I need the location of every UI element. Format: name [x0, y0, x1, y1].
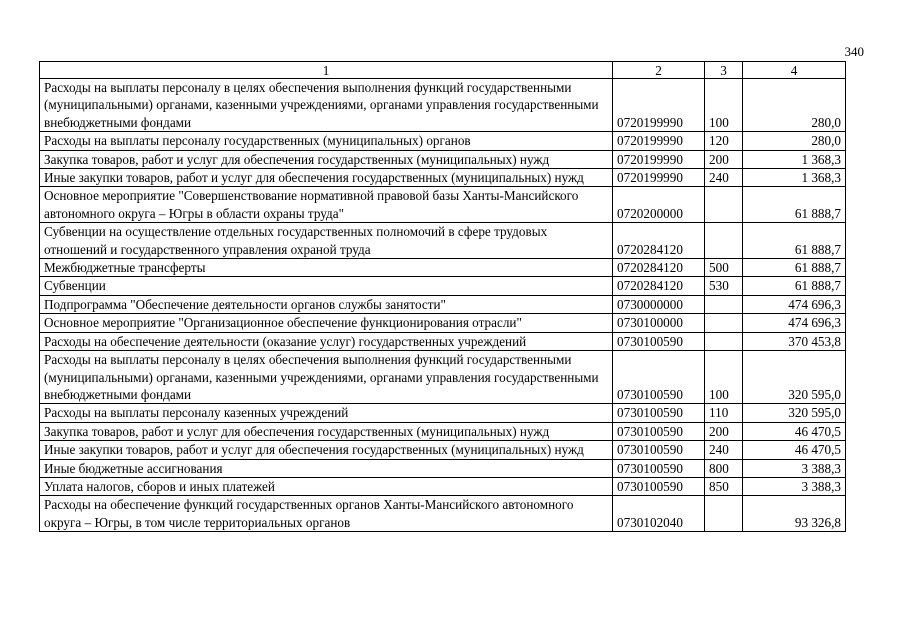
table-row: [40, 150, 846, 168]
row-amount-cell: 93 326,8: [743, 496, 846, 532]
row-type-cell: 200: [705, 422, 743, 440]
table-row: [40, 496, 846, 532]
row-type-cell: 530: [705, 277, 743, 295]
row-amount-cell: 1 368,3: [743, 150, 846, 168]
row-name-cell: Расходы на выплаты персоналу в целях обеспечения выполнения функций государственными (муниципальными) органами, казенными учреждениями, органами управления государственными внебюджетными фондами: [40, 79, 613, 132]
row-code-cell: 0720200000: [613, 187, 705, 223]
row-code-cell: 0730100590: [613, 459, 705, 477]
row-code-cell: 0730100590: [613, 351, 705, 404]
table-row: [40, 477, 846, 495]
row-name-cell: Закупка товаров, работ и услуг для обеспечения государственных (муниципальных) нужд: [40, 150, 613, 168]
row-name-cell: Иные закупки товаров, работ и услуг для обеспечения государственных (муниципальных) нужд: [40, 169, 613, 187]
table-row: [40, 132, 846, 150]
row-code-cell: 0730100590: [613, 332, 705, 350]
row-code-cell: 0730100590: [613, 441, 705, 459]
row-amount-cell: 474 696,3: [743, 295, 846, 313]
row-amount-cell: 320 595,0: [743, 351, 846, 404]
row-amount-cell: 370 453,8: [743, 332, 846, 350]
row-name-cell: Подпрограмма "Обеспечение деятельности органов службы занятости": [40, 295, 613, 313]
row-name-cell: Расходы на обеспечение функций государственных органов Ханты-Мансийского автономного округа – Югры, в том числе территориальных органов: [40, 496, 613, 532]
row-type-cell: 120: [705, 132, 743, 150]
row-code-cell: 0730100590: [613, 422, 705, 440]
row-type-cell: 240: [705, 441, 743, 459]
row-amount-cell: 280,0: [743, 79, 846, 132]
row-type-cell: [705, 223, 743, 259]
table-row: [40, 441, 846, 459]
row-name-cell: Уплата налогов, сборов и иных платежей: [40, 477, 613, 495]
row-code-cell: 0730100590: [613, 404, 705, 422]
row-name-cell: Основное мероприятие "Совершенствование нормативной правовой базы Ханты-Мансийского автономного округа – Югры в области охраны труда": [40, 187, 613, 223]
row-amount-cell: 3 388,3: [743, 477, 846, 495]
row-name-cell: Расходы на обеспечение деятельности (оказание услуг) государственных учреждений: [40, 332, 613, 350]
row-code-cell: 0720284120: [613, 259, 705, 277]
row-name-cell: Расходы на выплаты персоналу казенных учреждений: [40, 404, 613, 422]
table-row: [40, 277, 846, 295]
budget-table: [39, 61, 846, 532]
row-amount-cell: 46 470,5: [743, 422, 846, 440]
row-code-cell: 0730102040: [613, 496, 705, 532]
column-header-amount: 4: [743, 62, 846, 79]
row-code-cell: 0720284120: [613, 277, 705, 295]
row-type-cell: [705, 332, 743, 350]
table-row: [40, 422, 846, 440]
row-type-cell: [705, 314, 743, 332]
row-type-cell: [705, 295, 743, 313]
column-header-code: 2: [613, 62, 705, 79]
row-code-cell: 0720199990: [613, 169, 705, 187]
row-name-cell: Расходы на выплаты персоналу в целях обеспечения выполнения функций государственными (муниципальными) органами, казенными учреждениями, органами управления государственными внебюджетными фондами: [40, 351, 613, 404]
row-name-cell: Межбюджетные трансферты: [40, 259, 613, 277]
row-amount-cell: 61 888,7: [743, 223, 846, 259]
row-type-cell: 240: [705, 169, 743, 187]
table-row: [40, 223, 846, 259]
row-name-cell: Субвенции на осуществление отдельных государственных полномочий в сфере трудовых отношений и государственного управления охраной труда: [40, 223, 613, 259]
row-type-cell: 100: [705, 79, 743, 132]
row-amount-cell: 280,0: [743, 132, 846, 150]
row-amount-cell: 320 595,0: [743, 404, 846, 422]
table-row: [40, 79, 846, 132]
row-code-cell: 0730100590: [613, 477, 705, 495]
table-row: [40, 259, 846, 277]
row-type-cell: 110: [705, 404, 743, 422]
row-amount-cell: 61 888,7: [743, 259, 846, 277]
row-type-cell: 200: [705, 150, 743, 168]
table-row: [40, 332, 846, 350]
row-name-cell: Иные бюджетные ассигнования: [40, 459, 613, 477]
row-type-cell: 500: [705, 259, 743, 277]
row-amount-cell: 3 388,3: [743, 459, 846, 477]
table-row: [40, 351, 846, 404]
row-code-cell: 0720199990: [613, 132, 705, 150]
row-code-cell: 0720284120: [613, 223, 705, 259]
row-amount-cell: 1 368,3: [743, 169, 846, 187]
row-name-cell: Иные закупки товаров, работ и услуг для обеспечения государственных (муниципальных) нужд: [40, 441, 613, 459]
row-type-cell: 850: [705, 477, 743, 495]
row-name-cell: Закупка товаров, работ и услуг для обеспечения государственных (муниципальных) нужд: [40, 422, 613, 440]
table-row: [40, 459, 846, 477]
row-name-cell: Расходы на выплаты персоналу государственных (муниципальных) органов: [40, 132, 613, 150]
column-header-name: 1: [40, 62, 613, 79]
row-code-cell: 0730100000: [613, 314, 705, 332]
page-number: 340: [844, 44, 864, 59]
row-name-cell: Основное мероприятие "Организационное обеспечение функционирования отрасли": [40, 314, 613, 332]
row-code-cell: 0730000000: [613, 295, 705, 313]
table-row: [40, 169, 846, 187]
row-name-cell: Субвенции: [40, 277, 613, 295]
row-type-cell: [705, 187, 743, 223]
row-amount-cell: 61 888,7: [743, 187, 846, 223]
row-type-cell: [705, 496, 743, 532]
column-header-type: 3: [705, 62, 743, 79]
row-code-cell: 0720199990: [613, 150, 705, 168]
row-amount-cell: 474 696,3: [743, 314, 846, 332]
row-type-cell: 800: [705, 459, 743, 477]
table-row: [40, 187, 846, 223]
table-row: [40, 314, 846, 332]
table-body: [40, 79, 846, 532]
row-type-cell: 100: [705, 351, 743, 404]
row-amount-cell: 61 888,7: [743, 277, 846, 295]
header-row: [40, 62, 846, 79]
table-row: [40, 295, 846, 313]
table-row: [40, 404, 846, 422]
row-code-cell: 0720199990: [613, 79, 705, 132]
row-amount-cell: 46 470,5: [743, 441, 846, 459]
